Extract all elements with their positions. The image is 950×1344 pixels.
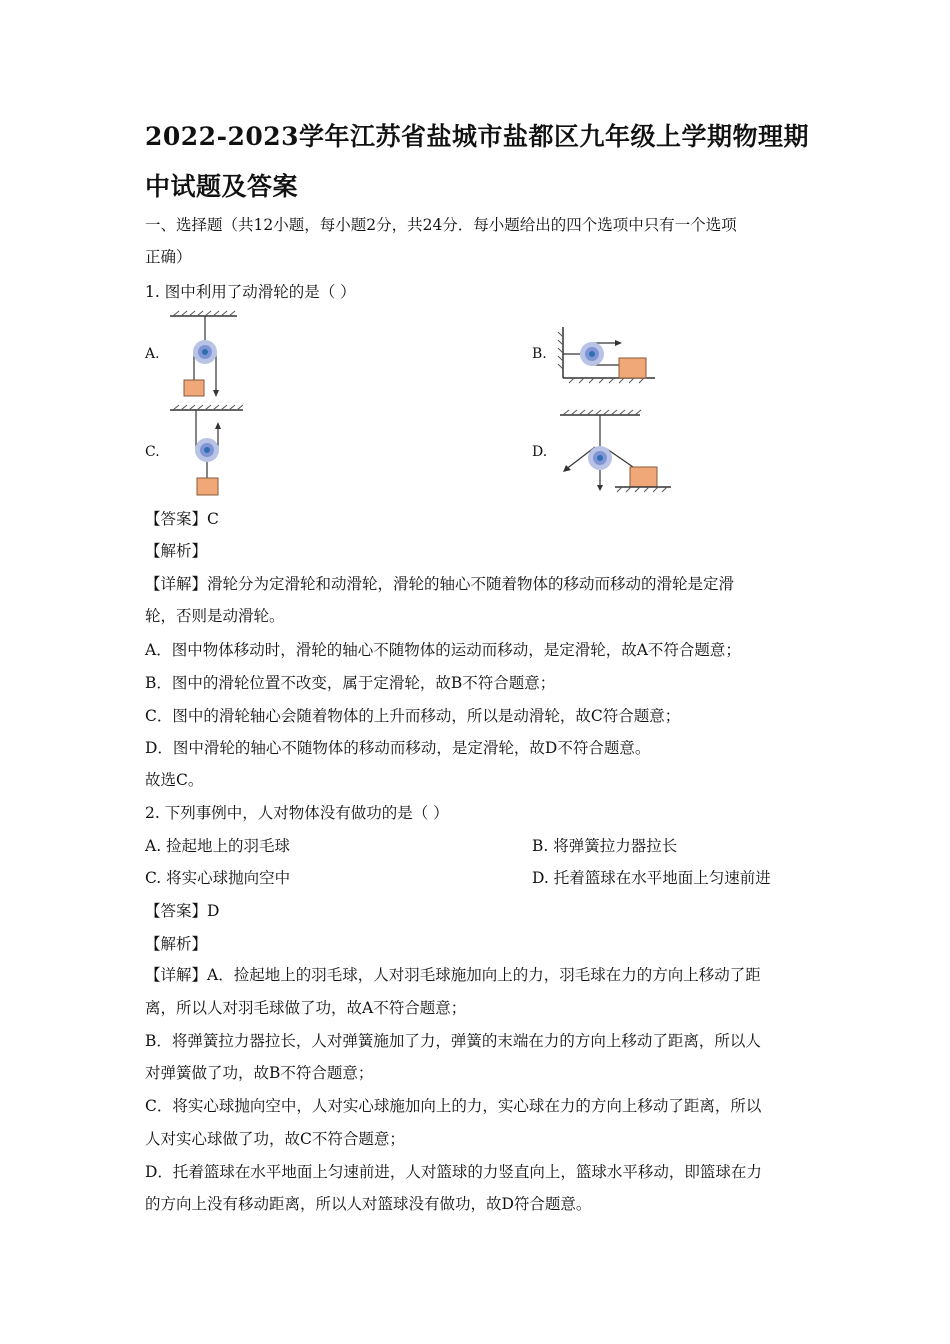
figure-d-fixed-pulley-angled [555,405,675,495]
q2-detail-3: B．将弹簧拉力器拉长，人对弹簧施加了力，弹簧的末端在力的方向上移动了距离，所以人 [145,1032,761,1050]
section-heading-cont: 正确） [145,248,192,266]
q2-detail-7: D．托着篮球在水平地面上匀速前进，人对篮球的力竖直向上，篮球水平移动，即篮球在力 [145,1163,762,1181]
q1-detail-b: B．图中的滑轮位置不改变，属于定滑轮，故B不符合题意； [145,674,556,692]
q2-detail-1: 【详解】A．捡起地上的羽毛球，人对羽毛球施加向上的力，羽毛球在力的方向上移动了距 [145,966,761,984]
figure-a-fixed-pulley [165,308,245,403]
q2-detail-4: 对弹簧做了功，故B不符合题意； [145,1064,374,1082]
q1-detail-a: A．图中物体移动时，滑轮的轴心不随物体的运动而移动，是定滑轮，故A不符合题意； [145,641,741,659]
q2-detail-8: 的方向上没有移动距离，所以人对篮球没有做功，故D符合题意。 [145,1195,592,1213]
q1-detail-d: D．图中滑轮的轴心不随物体的移动而移动，是定滑轮，故D不符合题意。 [145,739,651,757]
q2-option-c: C. 将实心球抛向空中 [145,869,291,887]
q1-detail-cont: 轮，否则是动滑轮。 [145,607,285,625]
q1-answer: 【答案】C [145,510,219,528]
q1-detail-c: C．图中的滑轮轴心会随着物体的上升而移动，所以是动滑轮，故C符合题意； [145,707,681,725]
q2-analysis-heading: 【解析】 [145,935,208,953]
q1-detail: 【详解】滑轮分为定滑轮和动滑轮，滑轮的轴心不随着物体的移动而移动的滑轮是定滑 [145,575,735,593]
section-heading: 一、选择题（共12小题，每小题2分，共24分．每小题给出的四个选项中只有一个选项 [145,216,737,234]
figure-c-movable-pulley [165,402,245,497]
q1-option-b-label: B. [532,346,547,362]
q1-option-a-label: A. [145,346,160,362]
q2-answer: 【答案】D [145,902,220,920]
document-title: 2022-2023学年江苏省盐城市盐都区九年级上学期物理期中试题及答案 [145,122,810,201]
q2-detail-5: C．将实心球抛向空中，人对实心球施加向上的力，实心球在力的方向上移动了距离，所以 [145,1097,762,1115]
q2-detail-2: 离，所以人对羽毛球做了功，故A不符合题意； [145,999,467,1017]
q1-option-c-label: C. [145,444,160,460]
q2-stem: 2. 下列事例中，人对物体没有做功的是（ ） [145,804,449,822]
q2-detail-6: 人对实心球做了功，故C不符合题意； [145,1130,405,1148]
q1-conclusion: 故选C。 [145,771,204,789]
figure-b-fixed-pulley-horizontal [555,322,665,384]
q2-option-b: B. 将弹簧拉力器拉长 [532,837,678,855]
q1-stem: 1. 图中利用了动滑轮的是（ ） [145,283,356,301]
q2-option-a: A. 捡起地上的羽毛球 [145,837,291,855]
q2-option-d: D. 托着篮球在水平地面上匀速前进 [532,869,771,887]
q1-analysis-heading: 【解析】 [145,542,208,560]
q1-option-d-label: D. [532,444,548,460]
